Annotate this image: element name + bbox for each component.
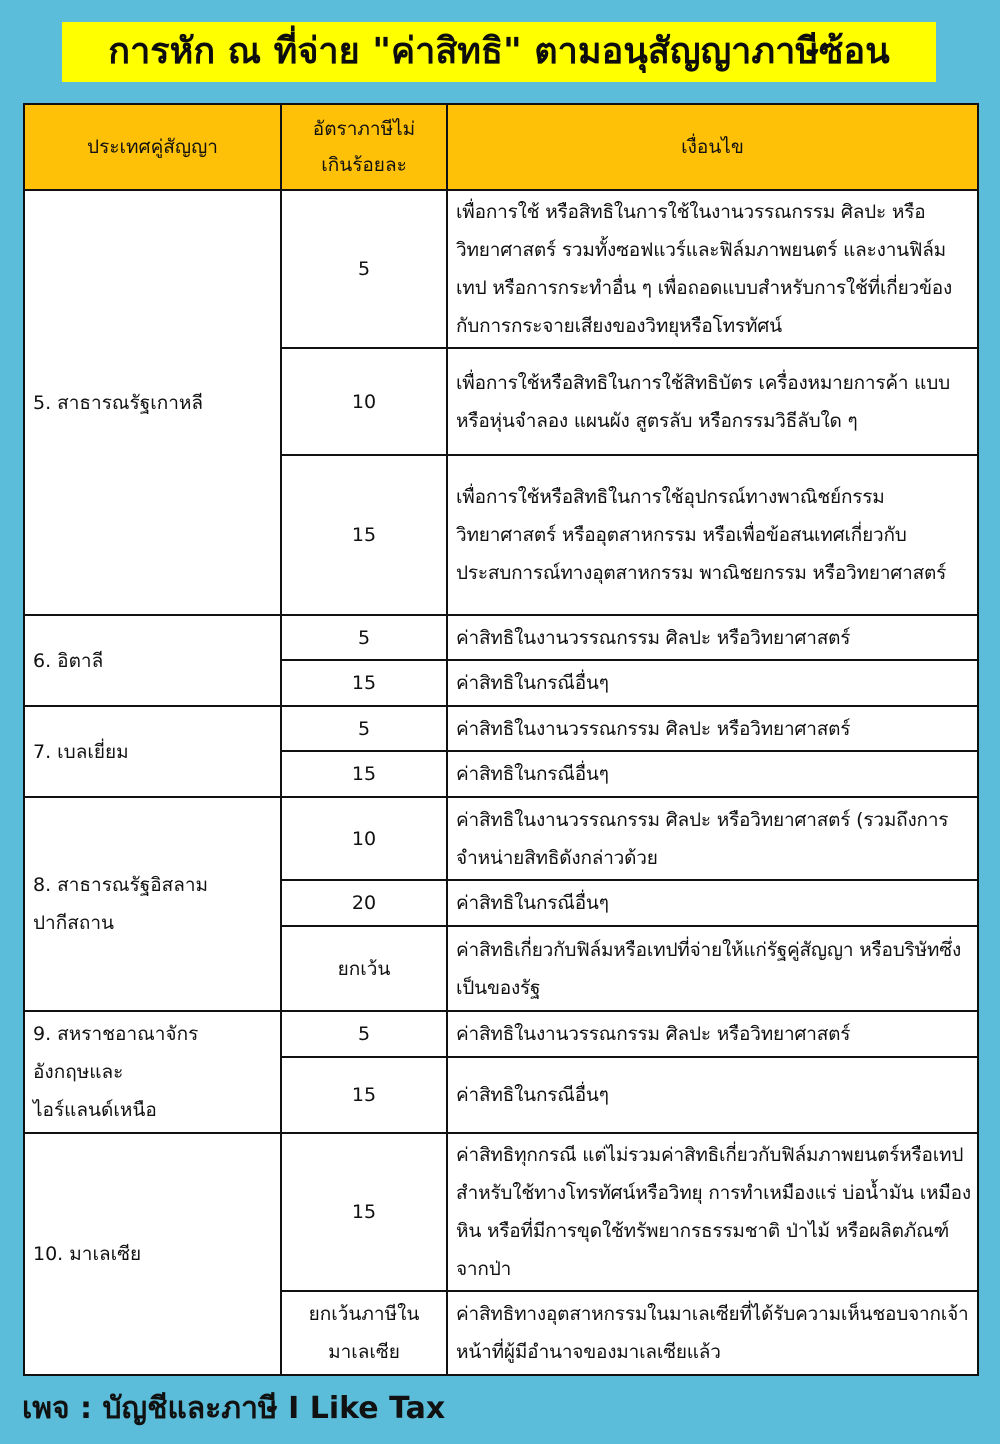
table-row	[24, 706, 978, 751]
condition-cell: ค่าสิทธิในกรณีอื่นๆ	[447, 1057, 978, 1133]
condition-cell: ค่าสิทธิเกี่ยวกับฟิล์มหรือเทปที่จ่ายให้แก่รัฐคู่สัญญา หรือบริษัทซึ่ง เป็นของรัฐ	[447, 926, 978, 1011]
page-title: การหัก ณ ที่จ่าย "ค่าสิทธิ" ตามอนุสัญญาภาษีซ้อน	[62, 22, 936, 82]
condition-cell: ค่าสิทธิในงานวรรณกรรม ศิลปะ หรือวิทยาศาสตร์ (รวมถึงการจำหน่ายสิทธิดังกล่าวด้วย	[447, 797, 978, 880]
condition-cell: เพื่อการใช้ หรือสิทธิในการใช้ในงานวรรณกรรม ศิลปะ หรือวิทยาศาสตร์ รวมทั้งซอฟแวร์และฟิล์มภาพยนตร์ และงานฟิล์ม เทป หรือการกระทำอื่น ๆ เพื่อถอดแบบสำหรับการใช้ที่เกี่ยวข้องกับการกระจายเสียงของวิทยุหรือโทรทัศน์	[447, 190, 978, 348]
table-row	[24, 1011, 978, 1057]
condition-cell: ค่าสิทธิในกรณีอื่นๆ	[447, 660, 978, 706]
country-cell: 6. อิตาลี	[24, 615, 281, 706]
table-row	[24, 797, 978, 880]
rate-text: ยกเว้นภาษีในมาเลเซีย	[308, 1303, 420, 1363]
country-cell: 7. เบลเยี่ยม	[24, 706, 281, 797]
rate-cell: 20	[281, 880, 447, 926]
withholding-tax-table	[23, 103, 979, 1376]
rate-cell: 15	[281, 1057, 447, 1133]
rate-cell: 10	[281, 797, 447, 880]
condition-cell: ค่าสิทธิในงานวรรณกรรม ศิลปะ หรือวิทยาศาสตร์	[447, 615, 978, 660]
rate-cell: 15	[281, 455, 447, 615]
condition-cell: ค่าสิทธิในกรณีอื่นๆ	[447, 751, 978, 797]
header-country: ประเทศคู่สัญญา	[24, 104, 281, 190]
table-row	[24, 190, 978, 348]
condition-cell: ค่าสิทธิทางอุตสาหกรรมในมาเลเซียที่ได้รับความเห็นชอบจากเจ้าหน้าที่ผู้มีอำนาจของมาเลเซียแล้ว	[447, 1291, 978, 1375]
country-cell: 10. มาเลเซีย	[24, 1133, 281, 1375]
table-row	[24, 615, 978, 660]
table-header-row	[24, 104, 978, 190]
condition-cell: เพื่อการใช้หรือสิทธิในการใช้สิทธิบัตร เครื่องหมายการค้า แบบหรือหุ่นจำลอง แผนผัง สูตรลับ หรือกรรมวิธีลับใด ๆ	[447, 348, 978, 455]
rate-cell: 5	[281, 190, 447, 348]
rate-cell: 10	[281, 348, 447, 455]
country-cell: 8. สาธารณรัฐอิสลาม ปากีสถาน	[24, 797, 281, 1011]
rate-cell: ยกเว้น	[281, 926, 447, 1011]
rate-cell: 15	[281, 1133, 447, 1291]
country-cell	[24, 1011, 281, 1133]
rate-cell: 5	[281, 706, 447, 751]
rate-cell: 15	[281, 660, 447, 706]
rate-cell: 5	[281, 615, 447, 660]
condition-cell: ค่าสิทธิในงานวรรณกรรม ศิลปะ หรือวิทยาศาสตร์	[447, 1011, 978, 1057]
rate-cell	[281, 1291, 447, 1375]
condition-cell: ค่าสิทธิในกรณีอื่นๆ	[447, 880, 978, 926]
rate-cell: 5	[281, 1011, 447, 1057]
footer-page-credit: เพจ : บัญชีและภาษี I Like Tax	[22, 1391, 446, 1426]
country-text: 9. สหราชอาณาจักร อังกฤษและ ไอร์แลนด์เหนือ	[33, 1023, 199, 1121]
header-rate	[281, 104, 447, 190]
header-rate-text: อัตราภาษีไม่เกินร้อยละ	[312, 118, 416, 176]
table-row	[24, 1133, 978, 1291]
condition-cell: ค่าสิทธิทุกกรณี แต่ไม่รวมค่าสิทธิเกี่ยวกับฟิล์มภาพยนตร์หรือเทป สำหรับใช้ทางโทรทัศน์หรือวิทยุ การทำเหมืองแร่ บ่อน้ำมัน เหมืองหิน หรือที่มีการขุดใช้ทรัพยากรธรรมชาติ ป่าไม้ หรือผลิตภัณฑ์จากป่า	[447, 1133, 978, 1291]
country-cell: 5. สาธารณรัฐเกาหลี	[24, 190, 281, 615]
condition-cell: เพื่อการใช้หรือสิทธิในการใช้อุปกรณ์ทางพาณิชย์กรรม วิทยาศาสตร์ หรืออุตสาหกรรม หรือเพื่อข้อสนเทศเกี่ยวกับประสบการณ์ทางอุตสาหกรรม พาณิชยกรรม หรือวิทยาศาสตร์	[447, 455, 978, 615]
condition-cell: ค่าสิทธิในงานวรรณกรรม ศิลปะ หรือวิทยาศาสตร์	[447, 706, 978, 751]
header-condition: เงื่อนไข	[447, 104, 978, 190]
rate-cell: 15	[281, 751, 447, 797]
